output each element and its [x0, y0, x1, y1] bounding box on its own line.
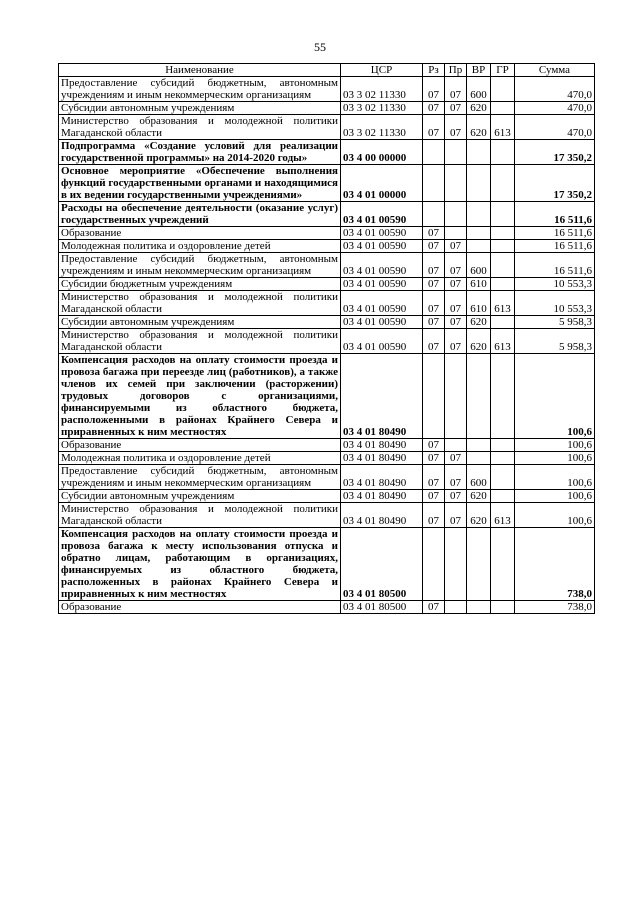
cell-rz: 07	[423, 465, 445, 490]
cell-sum: 470,0	[515, 115, 595, 140]
cell-vr: 600	[467, 253, 491, 278]
cell-pr	[445, 227, 467, 240]
cell-gr	[491, 354, 515, 439]
table-row	[59, 140, 595, 165]
table-row	[59, 490, 595, 503]
table-row	[59, 601, 595, 614]
cell-name: Министерство образования и молодежной политики Магаданской области	[59, 115, 341, 140]
table-row	[59, 227, 595, 240]
cell-sum: 5 958,3	[515, 316, 595, 329]
cell-pr: 07	[445, 490, 467, 503]
cell-name: Предоставление субсидий бюджетным, автономным учреждениям и иным некоммерческим организациям	[59, 253, 341, 278]
cell-csr: 03 4 01 00590	[341, 240, 423, 253]
page-number: 55	[314, 40, 326, 54]
cell-gr	[491, 601, 515, 614]
cell-pr: 07	[445, 503, 467, 528]
cell-rz	[423, 528, 445, 601]
cell-name: Основное мероприятие «Обеспечение выполнения функций государственными органами и находящимися в их ведении государственными учреждениями»	[59, 165, 341, 202]
budget-table	[58, 63, 595, 614]
cell-pr: 07	[445, 115, 467, 140]
cell-vr	[467, 528, 491, 601]
cell-csr: 03 4 01 00590	[341, 316, 423, 329]
cell-rz: 07	[423, 439, 445, 452]
cell-csr: 03 4 01 80500	[341, 528, 423, 601]
cell-name: Предоставление субсидий бюджетным, автономным учреждениям и иным некоммерческим организациям	[59, 77, 341, 102]
cell-pr: 07	[445, 77, 467, 102]
cell-name: Расходы на обеспечение деятельности (оказание услуг) государственных учреждений	[59, 202, 341, 227]
cell-rz: 07	[423, 316, 445, 329]
cell-vr: 620	[467, 490, 491, 503]
cell-rz: 07	[423, 329, 445, 354]
cell-pr: 07	[445, 253, 467, 278]
cell-rz	[423, 165, 445, 202]
cell-vr	[467, 240, 491, 253]
table-row	[59, 503, 595, 528]
table-row	[59, 278, 595, 291]
cell-pr: 07	[445, 240, 467, 253]
table-row	[59, 354, 595, 439]
cell-gr	[491, 102, 515, 115]
table-body	[59, 77, 595, 614]
cell-pr: 07	[445, 102, 467, 115]
cell-rz: 07	[423, 102, 445, 115]
table-row	[59, 102, 595, 115]
cell-sum: 16 511,6	[515, 227, 595, 240]
cell-rz: 07	[423, 490, 445, 503]
cell-name: Образование	[59, 439, 341, 452]
cell-vr	[467, 140, 491, 165]
table-row	[59, 115, 595, 140]
header-sum: Сумма	[515, 64, 595, 77]
cell-sum: 16 511,6	[515, 240, 595, 253]
cell-csr: 03 4 00 00000	[341, 140, 423, 165]
cell-csr: 03 4 01 00590	[341, 227, 423, 240]
cell-gr	[491, 77, 515, 102]
cell-name: Субсидии автономным учреждениям	[59, 316, 341, 329]
cell-vr: 620	[467, 329, 491, 354]
cell-rz: 07	[423, 452, 445, 465]
cell-vr: 620	[467, 316, 491, 329]
cell-sum: 17 350,2	[515, 165, 595, 202]
cell-pr	[445, 528, 467, 601]
cell-vr	[467, 165, 491, 202]
cell-pr: 07	[445, 278, 467, 291]
cell-gr	[491, 227, 515, 240]
table-row	[59, 452, 595, 465]
cell-csr: 03 4 01 80490	[341, 452, 423, 465]
cell-gr	[491, 465, 515, 490]
cell-csr: 03 4 01 00000	[341, 165, 423, 202]
cell-name: Предоставление субсидий бюджетным, автономным учреждениям и иным некоммерческим организациям	[59, 465, 341, 490]
cell-csr: 03 4 01 00590	[341, 329, 423, 354]
cell-csr: 03 4 01 80490	[341, 439, 423, 452]
cell-pr	[445, 202, 467, 227]
cell-csr: 03 4 01 80490	[341, 490, 423, 503]
cell-gr	[491, 452, 515, 465]
cell-sum: 5 958,3	[515, 329, 595, 354]
table-row	[59, 240, 595, 253]
cell-gr: 613	[491, 291, 515, 316]
cell-pr	[445, 165, 467, 202]
cell-name: Молодежная политика и оздоровление детей	[59, 452, 341, 465]
cell-csr: 03 4 01 00590	[341, 278, 423, 291]
cell-vr: 600	[467, 465, 491, 490]
cell-name: Компенсация расходов на оплату стоимости проезда и провоза багажа при переезде лиц (работников), а также членов их семей при заключении (расторжении) трудовых договоров с организациями, финансируемыми из областного бюджета, расположенными в районах Крайнего Севера и приравненных к ним местностях	[59, 354, 341, 439]
cell-sum: 10 553,3	[515, 291, 595, 316]
cell-vr: 620	[467, 115, 491, 140]
cell-sum: 738,0	[515, 528, 595, 601]
table-row	[59, 202, 595, 227]
cell-pr	[445, 439, 467, 452]
cell-rz	[423, 354, 445, 439]
cell-rz: 07	[423, 291, 445, 316]
cell-vr	[467, 227, 491, 240]
table-row	[59, 77, 595, 102]
cell-csr: 03 4 01 80490	[341, 354, 423, 439]
cell-name: Компенсация расходов на оплату стоимости проезда и провоза багажа к месту использования отпуска и обратно лицам, работающим в организациях, финансируемых из областного бюджета, расположенных в районах Крайнего Севера и приравненных к ним местностях	[59, 528, 341, 601]
cell-vr	[467, 452, 491, 465]
cell-csr: 03 3 02 11330	[341, 102, 423, 115]
table-row	[59, 291, 595, 316]
cell-name: Подпрограмма «Создание условий для реализации государственной программы» на 2014-2020 годы»	[59, 140, 341, 165]
cell-rz: 07	[423, 503, 445, 528]
cell-sum: 16 511,6	[515, 253, 595, 278]
cell-name: Министерство образования и молодежной политики Магаданской области	[59, 291, 341, 316]
cell-sum: 738,0	[515, 601, 595, 614]
cell-name: Образование	[59, 227, 341, 240]
cell-pr	[445, 354, 467, 439]
cell-vr: 620	[467, 503, 491, 528]
cell-gr: 613	[491, 329, 515, 354]
cell-rz: 07	[423, 240, 445, 253]
cell-rz: 07	[423, 115, 445, 140]
cell-sum: 470,0	[515, 102, 595, 115]
table-row	[59, 439, 595, 452]
header-row	[59, 64, 595, 77]
cell-csr: 03 3 02 11330	[341, 115, 423, 140]
header-rz: Рз	[423, 64, 445, 77]
cell-sum: 100,6	[515, 503, 595, 528]
table-row	[59, 465, 595, 490]
cell-gr: 613	[491, 503, 515, 528]
header-gr: ГР	[491, 64, 515, 77]
cell-sum: 470,0	[515, 77, 595, 102]
cell-rz	[423, 202, 445, 227]
cell-vr	[467, 601, 491, 614]
cell-name: Субсидии автономным учреждениям	[59, 102, 341, 115]
cell-pr: 07	[445, 452, 467, 465]
cell-sum: 16 511,6	[515, 202, 595, 227]
header-name: Наименование	[59, 64, 341, 77]
table-row	[59, 316, 595, 329]
cell-vr	[467, 202, 491, 227]
cell-sum: 100,6	[515, 439, 595, 452]
cell-sum: 17 350,2	[515, 140, 595, 165]
cell-vr	[467, 439, 491, 452]
cell-rz	[423, 140, 445, 165]
cell-name: Образование	[59, 601, 341, 614]
cell-rz: 07	[423, 278, 445, 291]
cell-gr	[491, 140, 515, 165]
cell-name: Субсидии автономным учреждениям	[59, 490, 341, 503]
cell-csr: 03 4 01 00590	[341, 253, 423, 278]
cell-csr: 03 4 01 00590	[341, 202, 423, 227]
header-pr: Пр	[445, 64, 467, 77]
cell-gr: 613	[491, 115, 515, 140]
cell-vr	[467, 354, 491, 439]
cell-gr	[491, 202, 515, 227]
cell-name: Молодежная политика и оздоровление детей	[59, 240, 341, 253]
cell-csr: 03 3 02 11330	[341, 77, 423, 102]
cell-csr: 03 4 01 80490	[341, 465, 423, 490]
table-row	[59, 528, 595, 601]
cell-csr: 03 4 01 00590	[341, 291, 423, 316]
table-header	[59, 64, 595, 77]
cell-gr	[491, 528, 515, 601]
cell-sum: 100,6	[515, 354, 595, 439]
cell-gr	[491, 490, 515, 503]
cell-gr	[491, 278, 515, 291]
cell-sum: 100,6	[515, 490, 595, 503]
cell-csr: 03 4 01 80490	[341, 503, 423, 528]
cell-sum: 10 553,3	[515, 278, 595, 291]
cell-rz: 07	[423, 601, 445, 614]
cell-csr: 03 4 01 80500	[341, 601, 423, 614]
cell-gr	[491, 165, 515, 202]
cell-sum: 100,6	[515, 465, 595, 490]
cell-name: Субсидии бюджетным учреждениям	[59, 278, 341, 291]
cell-vr: 620	[467, 102, 491, 115]
cell-vr: 600	[467, 77, 491, 102]
table-row	[59, 165, 595, 202]
header-vr: ВР	[467, 64, 491, 77]
cell-rz: 07	[423, 77, 445, 102]
cell-gr	[491, 253, 515, 278]
cell-name: Министерство образования и молодежной политики Магаданской области	[59, 503, 341, 528]
cell-sum: 100,6	[515, 452, 595, 465]
cell-rz: 07	[423, 227, 445, 240]
cell-pr: 07	[445, 291, 467, 316]
cell-gr	[491, 240, 515, 253]
cell-name: Министерство образования и молодежной политики Магаданской области	[59, 329, 341, 354]
cell-vr: 610	[467, 291, 491, 316]
cell-pr	[445, 601, 467, 614]
table-row	[59, 253, 595, 278]
cell-pr: 07	[445, 465, 467, 490]
table-row	[59, 329, 595, 354]
cell-vr: 610	[467, 278, 491, 291]
cell-pr	[445, 140, 467, 165]
header-csr: ЦСР	[341, 64, 423, 77]
cell-gr	[491, 316, 515, 329]
cell-pr: 07	[445, 316, 467, 329]
cell-pr: 07	[445, 329, 467, 354]
cell-gr	[491, 439, 515, 452]
cell-rz: 07	[423, 253, 445, 278]
